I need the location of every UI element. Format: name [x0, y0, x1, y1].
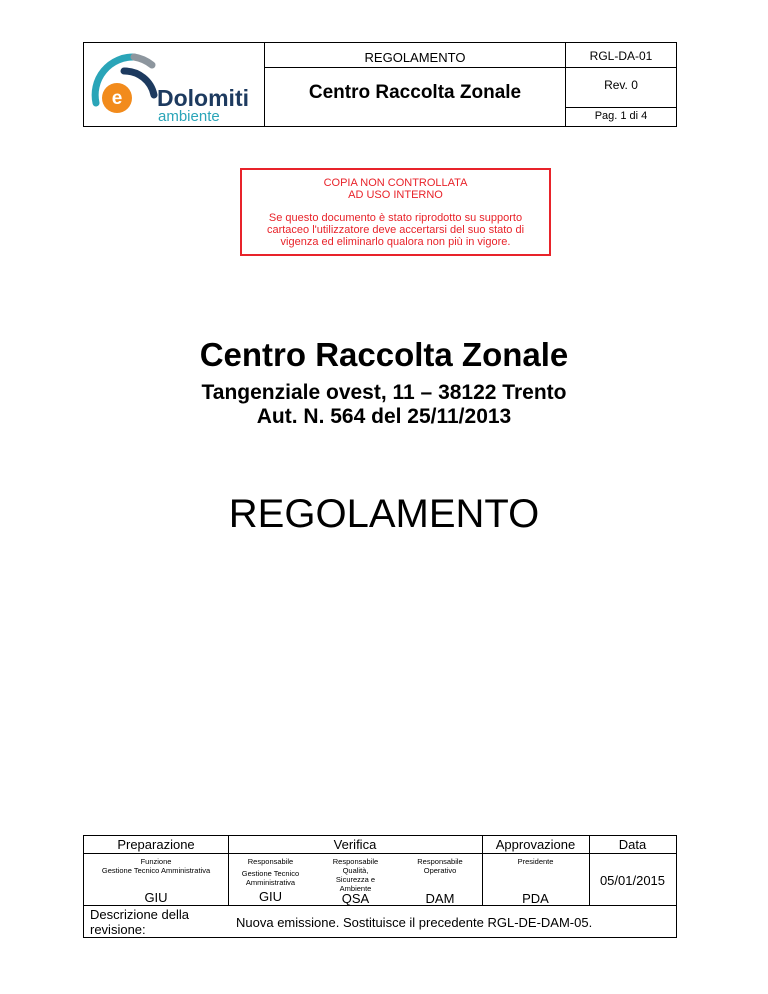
verification-role: Responsabile Qualità, Sicurezza e Ambiente	[332, 857, 379, 893]
revision-description: Nuova emissione. Sostituisce il precedente RGL-DE-DAM-05.	[236, 915, 593, 930]
header-date: Data	[618, 837, 647, 852]
verification-code: GIU	[258, 889, 283, 904]
authorization: Aut. N. 564 del 25/11/2013	[256, 405, 512, 428]
notice-line: vigenza ed eliminarlo qualora non più in vigore.	[280, 236, 511, 248]
notice-line: cartaceo l'utilizzatore deve accertarsi del suo stato di	[266, 224, 525, 236]
header-verification: Verifica	[333, 837, 377, 852]
approval-date: 05/01/2015	[599, 873, 666, 888]
dolomiti-ambiente-logo	[84, 43, 264, 126]
notice-line: AD USO INTERNO	[348, 189, 443, 201]
header-approval: Approvazione	[495, 837, 576, 852]
header-divider	[264, 67, 676, 68]
document-kind: REGOLAMENTO	[228, 492, 540, 536]
uncontrolled-copy-notice	[240, 168, 551, 256]
approval-code: PDA	[522, 891, 549, 906]
preparation-code: GIU	[144, 890, 168, 905]
verification-role: Responsabile Gestione Tecnico Amministrativa	[241, 857, 300, 887]
document-type: REGOLAMENTO	[364, 50, 466, 65]
approval-role: Presidente	[517, 857, 554, 866]
header-divider	[565, 107, 676, 108]
verification-code: QSA	[341, 891, 370, 906]
header-preparation: Preparazione	[117, 837, 195, 852]
revision-number: Rev. 0	[604, 78, 638, 92]
preparation-role: Funzione Gestione Tecnico Amministrativa	[101, 857, 211, 875]
notice-line: Se questo documento è stato riprodotto su supporto	[268, 212, 523, 224]
page-number: Pag. 1 di 4	[594, 110, 648, 122]
logo-sub-word: ambiente	[158, 108, 220, 125]
verification-role: Responsabile Operativo	[417, 857, 463, 875]
approval-table	[83, 835, 677, 938]
document-header	[83, 42, 677, 127]
revision-label: Descrizione della revisione:	[90, 907, 189, 937]
address: Tangenziale ovest, 11 – 38122 Trento	[201, 381, 567, 404]
logo-letter: e	[111, 88, 123, 109]
document-title: Centro Raccolta Zonale	[308, 82, 522, 103]
verification-code: DAM	[425, 891, 455, 906]
notice-line: COPIA NON CONTROLLATA	[323, 177, 468, 189]
main-title: Centro Raccolta Zonale	[199, 336, 569, 373]
logo-brand-word: Dolomiti	[157, 85, 249, 111]
table-divider	[84, 853, 676, 854]
document-code: RGL-DA-01	[589, 49, 653, 63]
